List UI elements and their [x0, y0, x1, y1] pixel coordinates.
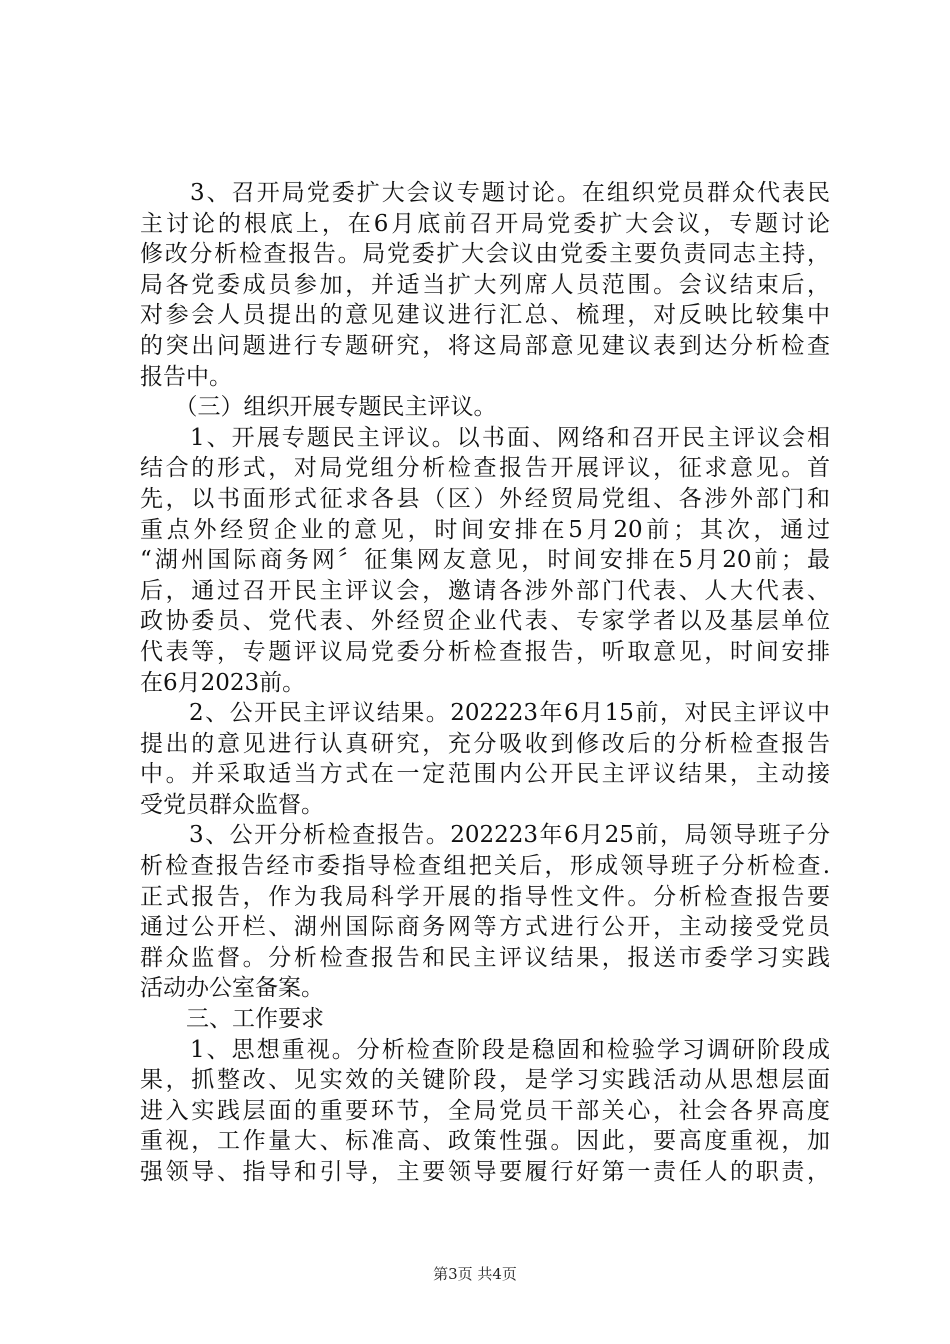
text-line: 活动办公室备案。: [140, 975, 324, 1002]
text-line: 重视，工作量大、标准高、政策性强。因此，要高度重视，加: [140, 1128, 830, 1155]
text-line: 先，以书面形式征求各县（区）外经贸局党组、各涉外部门和: [140, 485, 830, 512]
text-line: 政协委员、党代表、外经贸企业代表、专家学者以及基层单位: [140, 608, 830, 635]
text-line: 3、召开局党委扩大会议专题讨论。在组织党员群众代表民: [140, 180, 830, 206]
document-body: [140, 178, 830, 1188]
text-line: 果，抓整改、见实效的关键阶段，是学习实践活动从思想层面: [140, 1067, 830, 1094]
text-line: 1、开展专题民主评议。以书面、网络和召开民主评议会相: [140, 424, 830, 451]
text-line: 后，通过召开民主评议会，邀请各涉外部门代表、人大代表、: [140, 577, 830, 604]
text-line: 对参会人员提出的意见建议进行汇总、梳理，对反映比较集中: [140, 302, 830, 329]
text-line: 正式报告，作为我局科学开展的指导性文件。分析检查报告要: [140, 883, 830, 910]
text-line: 提出的意见进行认真研究，充分吸收到修改后的分析检查报告: [140, 730, 830, 757]
text-line: 2、公开民主评议结果。202223年6月15前，对民主评议中: [140, 700, 830, 727]
text-line: 受党员群众监督。: [140, 791, 324, 818]
text-line: 局各党委成员参加，并适当扩大列席人员范围。会议结束后，: [140, 271, 830, 298]
text-line: 通过公开栏、湖州国际商务网等方式进行公开，主动接受党员: [140, 914, 830, 941]
page-number-footer: 第3页 共4页: [433, 1265, 517, 1283]
text-line: 在6月2023前。: [140, 669, 306, 696]
text-line: 报告中。: [140, 363, 232, 390]
text-line: 析检查报告经市委指导检查组把关后，形成领导班子分析检查.: [140, 853, 830, 880]
text-line: 3、公开分析检查报告。202223年6月25前，局领导班子分: [140, 822, 830, 849]
text-line: 主讨论的根底上，在6月底前召开局党委扩大会议，专题讨论: [140, 210, 830, 237]
text-line: 的突出问题进行专题研究，将这局部意见建议表到达分析检查: [140, 332, 830, 359]
section-heading: 三、工作要求: [140, 1006, 324, 1033]
section-heading: （三）组织开展专题民主评议。: [140, 394, 497, 421]
text-line: 进入实践层面的重要环节，全局党员干部关心，社会各界高度: [140, 1097, 830, 1124]
text-line: 重点外经贸企业的意见，时间安排在5月20前；其次，通过: [140, 516, 830, 543]
text-line: 结合的形式，对局党组分析检查报告开展评议，征求意见。首: [140, 455, 830, 482]
text-line: 修改分析检查报告。局党委扩大会议由党委主要负责同志主持，: [140, 241, 830, 268]
text-line: “湖州国际商务网〞征集网友意见，时间安排在5月20前；最: [140, 547, 830, 574]
text-line: 中。并采取适当方式在一定范围内公开民主评议结果，主动接: [140, 761, 830, 788]
text-line: 代表等，专题评议局党委分析检查报告，听取意见，时间安排: [140, 638, 830, 665]
text-line: 1、思想重视。分析检查阶段是稳固和检验学习调研阶段成: [140, 1036, 830, 1063]
text-line: 强领导、指导和引导，主要领导要履行好第一责任人的职责，: [140, 1159, 830, 1185]
text-line: 群众监督。分析检查报告和民主评议结果，报送市委学习实践: [140, 944, 830, 971]
